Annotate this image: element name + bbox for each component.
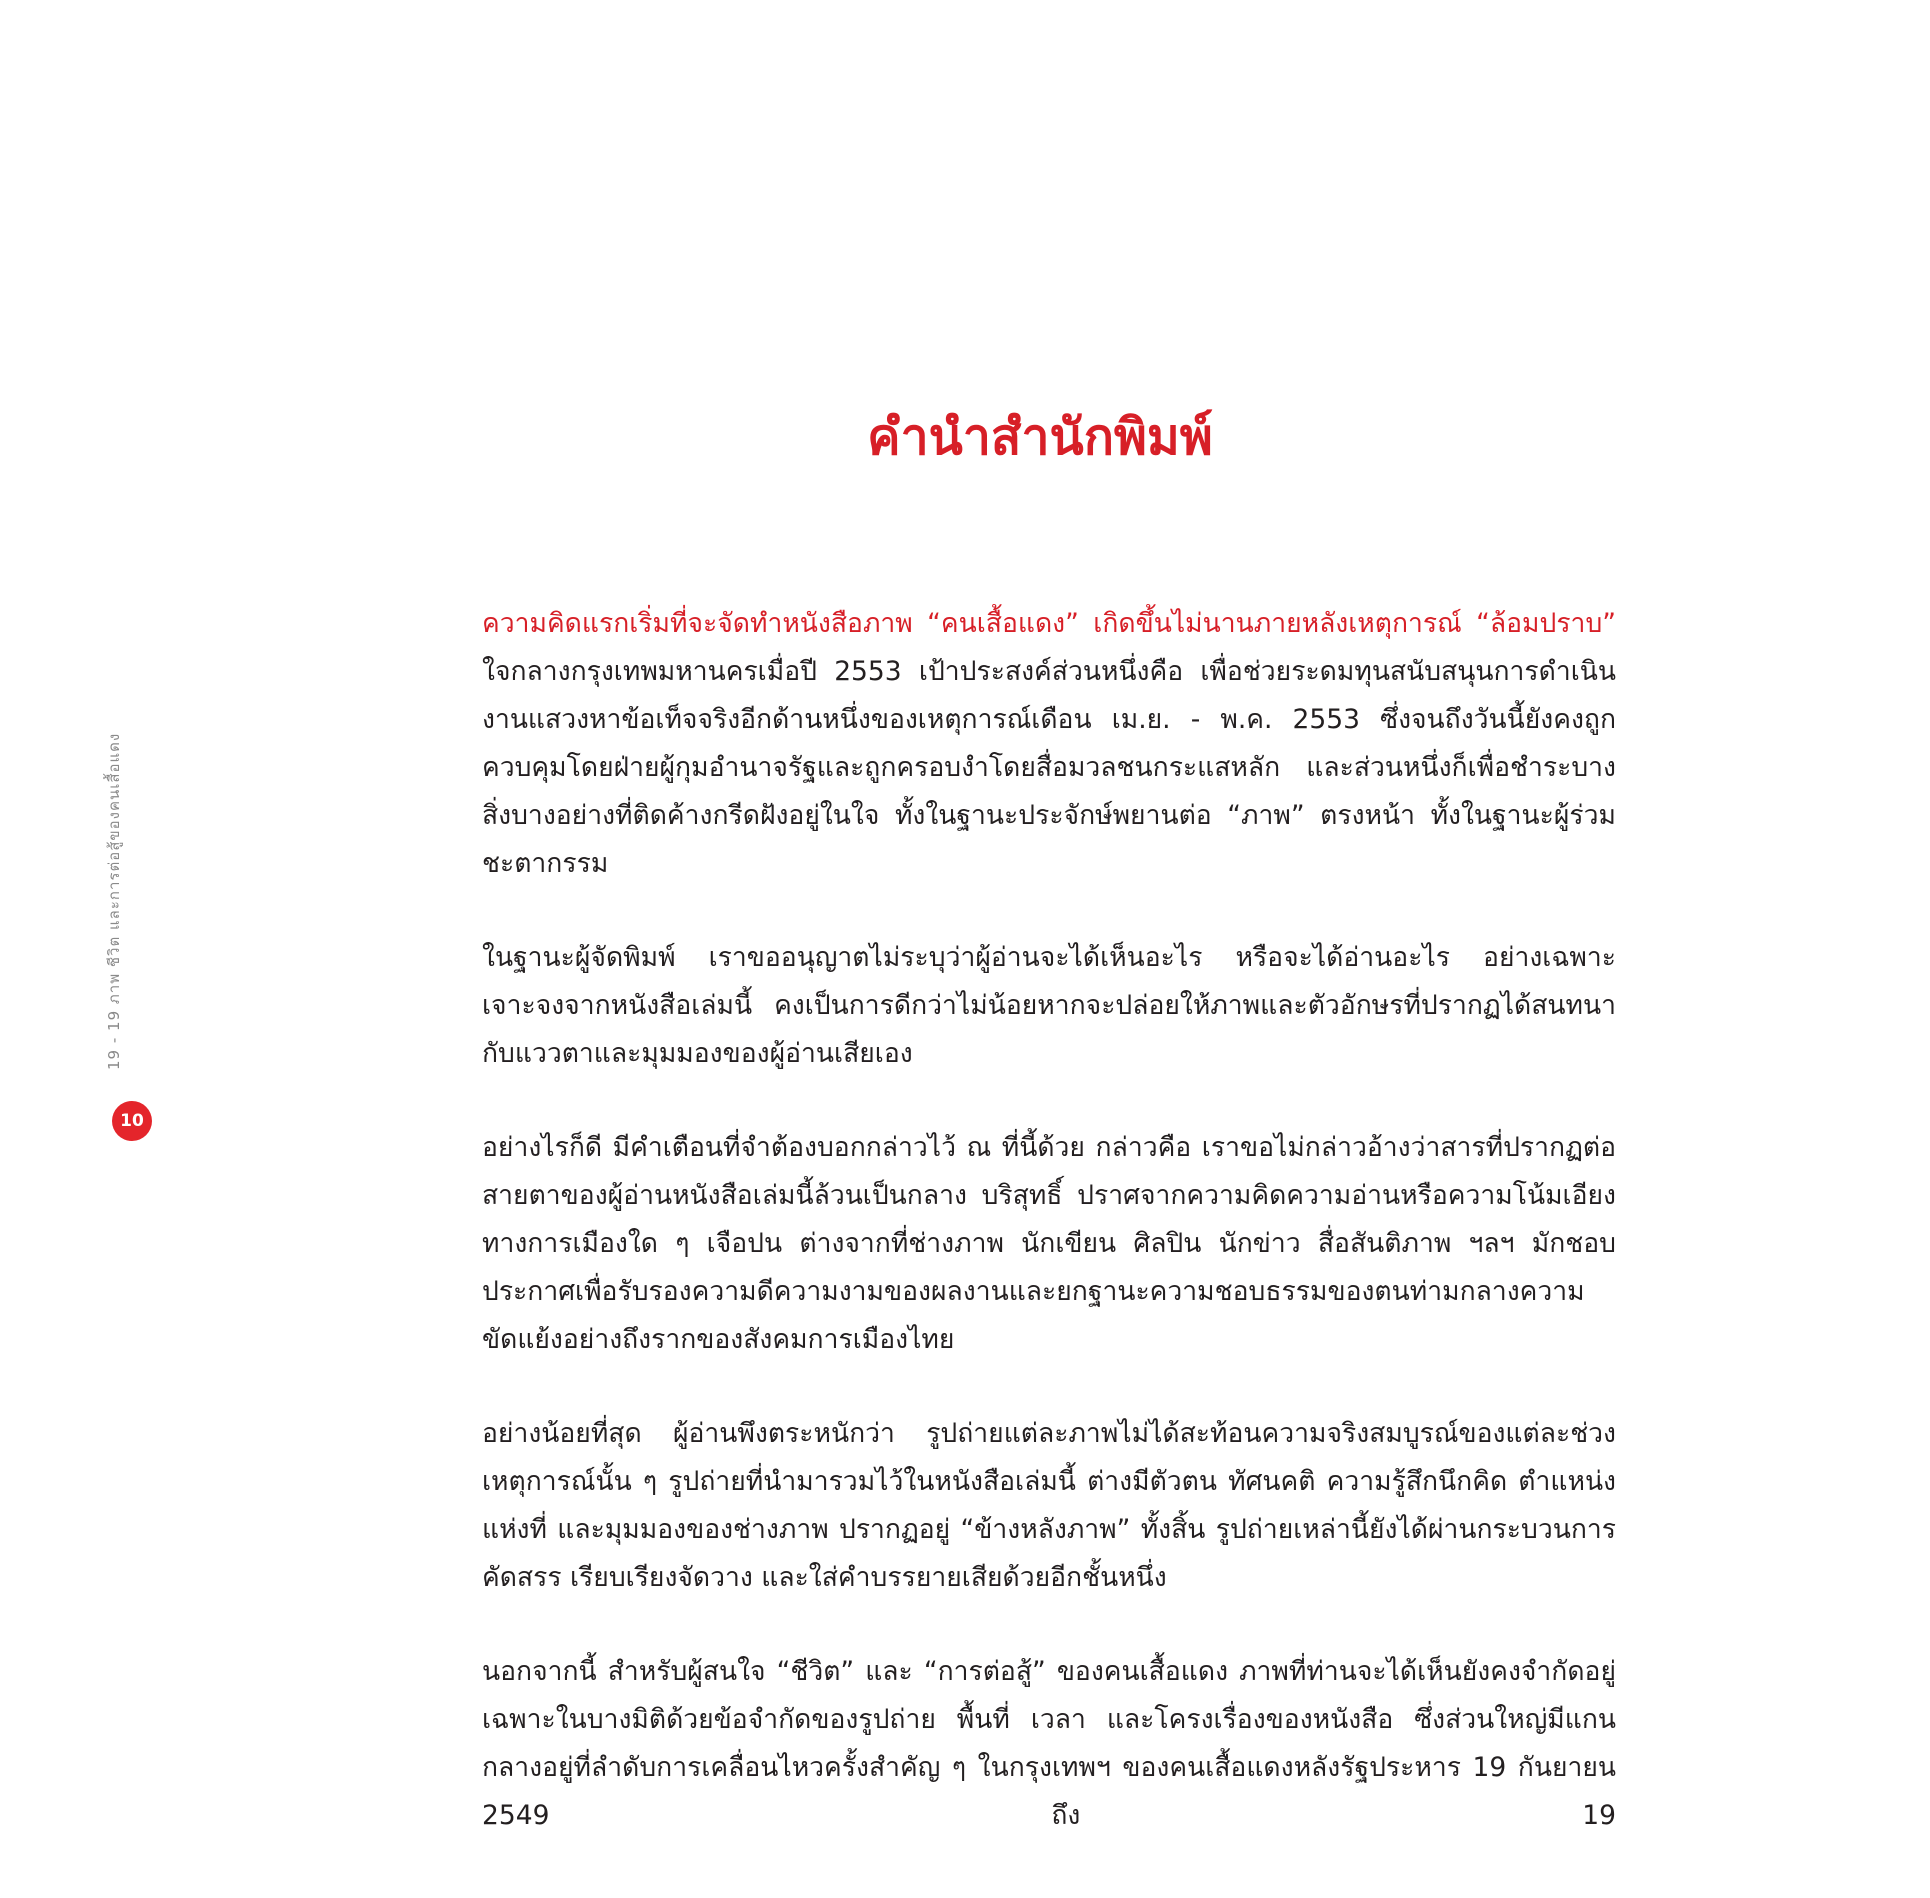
paragraph-2 xyxy=(482,934,1616,1078)
body-text xyxy=(482,600,1616,1840)
paragraph-5 xyxy=(482,1648,1616,1840)
paragraph-5-text: นอกจากนี้ สำหรับผู้สนใจ “ชีวิต” และ “การต่อสู้” ของคนเสื้อแดง ภาพที่ท่านจะได้เห็นยังคงจำกัดอยู่เฉพาะในบางมิติด้วยข้อจำกัดของรูปถ่าย พื้นที่ เวลา และโครงเรื่องของหนังสือ ซึ่งส่วนใหญ่มีแกนกลางอยู่ที่ลำดับการเคลื่อนไหวครั้งสำคัญ ๆ ในกรุงเทพฯ ของคนเสื้อแดงหลังรัฐประหาร 19 กันยายน 2549 ถึง 19 xyxy=(482,1656,1616,1831)
paragraph-4 xyxy=(482,1410,1616,1602)
paragraph-1-text: ใจกลางกรุงเทพมหานครเมื่อปี 2553 เป้าประสงค์ส่วนหนึ่งคือ เพื่อช่วยระดมทุนสนับสนุนการดำเนินงานแสวงหาข้อเท็จจริงอีกด้านหนึ่งของเหตุการณ์เดือน เม.ย. - พ.ค. 2553 ซึ่งจนถึงวันนี้ยังคงถูกควบคุมโดยฝ่ายผู้กุมอำนาจรัฐและถูกครอบงำโดยสื่อมวลชนกระแสหลัก และส่วนหนึ่งก็เพื่อชำระบางสิ่งบางอย่างที่ติดค้างกรีดฝังอยู่ในใจ ทั้งในฐานะประจักษ์พยานต่อ “ภาพ” ตรงหน้า ทั้งในฐานะผู้ร่วมชะตากรรม xyxy=(482,656,1616,879)
page-number-badge: 10 xyxy=(112,1101,152,1141)
paragraph-2-text: ในฐานะผู้จัดพิมพ์ เราขออนุญาตไม่ระบุว่าผู้อ่านจะได้เห็นอะไร หรือจะได้อ่านอะไร อย่างเฉพาะเจาะจงจากหนังสือเล่มนี้ คงเป็นการดีกว่าไม่น้อยหากจะปล่อยให้ภาพและตัวอักษรที่ปรากฏได้สนทนากับแววตาและมุมมองของผู้อ่านเสียเอง xyxy=(482,942,1616,1069)
paragraph-4-text: อย่างน้อยที่สุด ผู้อ่านพึงตระหนักว่า รูปถ่ายแต่ละภาพไม่ได้สะท้อนความจริงสมบูรณ์ของแต่ละช่วงเหตุการณ์นั้น ๆ รูปถ่ายที่นำมารวมไว้ในหนังสือเล่มนี้ ต่างมีตัวตน ทัศนคติ ความรู้สึกนึกคิด ตำแหน่งแห่งที่ และมุมมองของช่างภาพ ปรากฏอยู่ “ข้างหลังภาพ” ทั้งสิ้น รูปถ่ายเหล่านี้ยังได้ผ่านกระบวนการคัดสรร เรียบเรียงจัดวาง และใส่คำบรรยายเสียด้วยอีกชั้นหนึ่ง xyxy=(482,1418,1616,1593)
paragraph-3-text: อย่างไรก็ดี มีคำเตือนที่จำต้องบอกกล่าวไว้ ณ ที่นี้ด้วย กล่าวคือ เราขอไม่กล่าวอ้างว่าสารที่ปรากฏต่อสายตาของผู้อ่านหนังสือเล่มนี้ล้วนเป็นกลาง บริสุทธิ์ ปราศจากความคิดความอ่านหรือความโน้มเอียงทางการเมืองใด ๆ เจือปน ต่างจากที่ช่างภาพ นักเขียน ศิลปิน นักข่าว สื่อสันติภาพ ฯลฯ มักชอบประกาศเพื่อรับรองความดีความงามของผลงานและยกฐานะความชอบธรรมของตนท่ามกลางความขัดแย้งอย่างถึงรากของสังคมการเมืองไทย xyxy=(482,1132,1616,1355)
paragraph-3 xyxy=(482,1124,1616,1364)
paragraph-1 xyxy=(482,600,1616,888)
page-title: คำนำสำนักพิมพ์ xyxy=(867,408,1213,466)
running-head: 19 - 19 ภาพ ชีวิต และการต่อสู้ของคนเสื้อแดง xyxy=(105,732,123,1070)
paragraph-1-lead: ความคิดแรกเริ่มที่จะจัดทำหนังสือภาพ “คนเสื้อแดง” เกิดขึ้นไม่นานภายหลังเหตุการณ์ “ล้อมปราบ” xyxy=(482,608,1616,639)
